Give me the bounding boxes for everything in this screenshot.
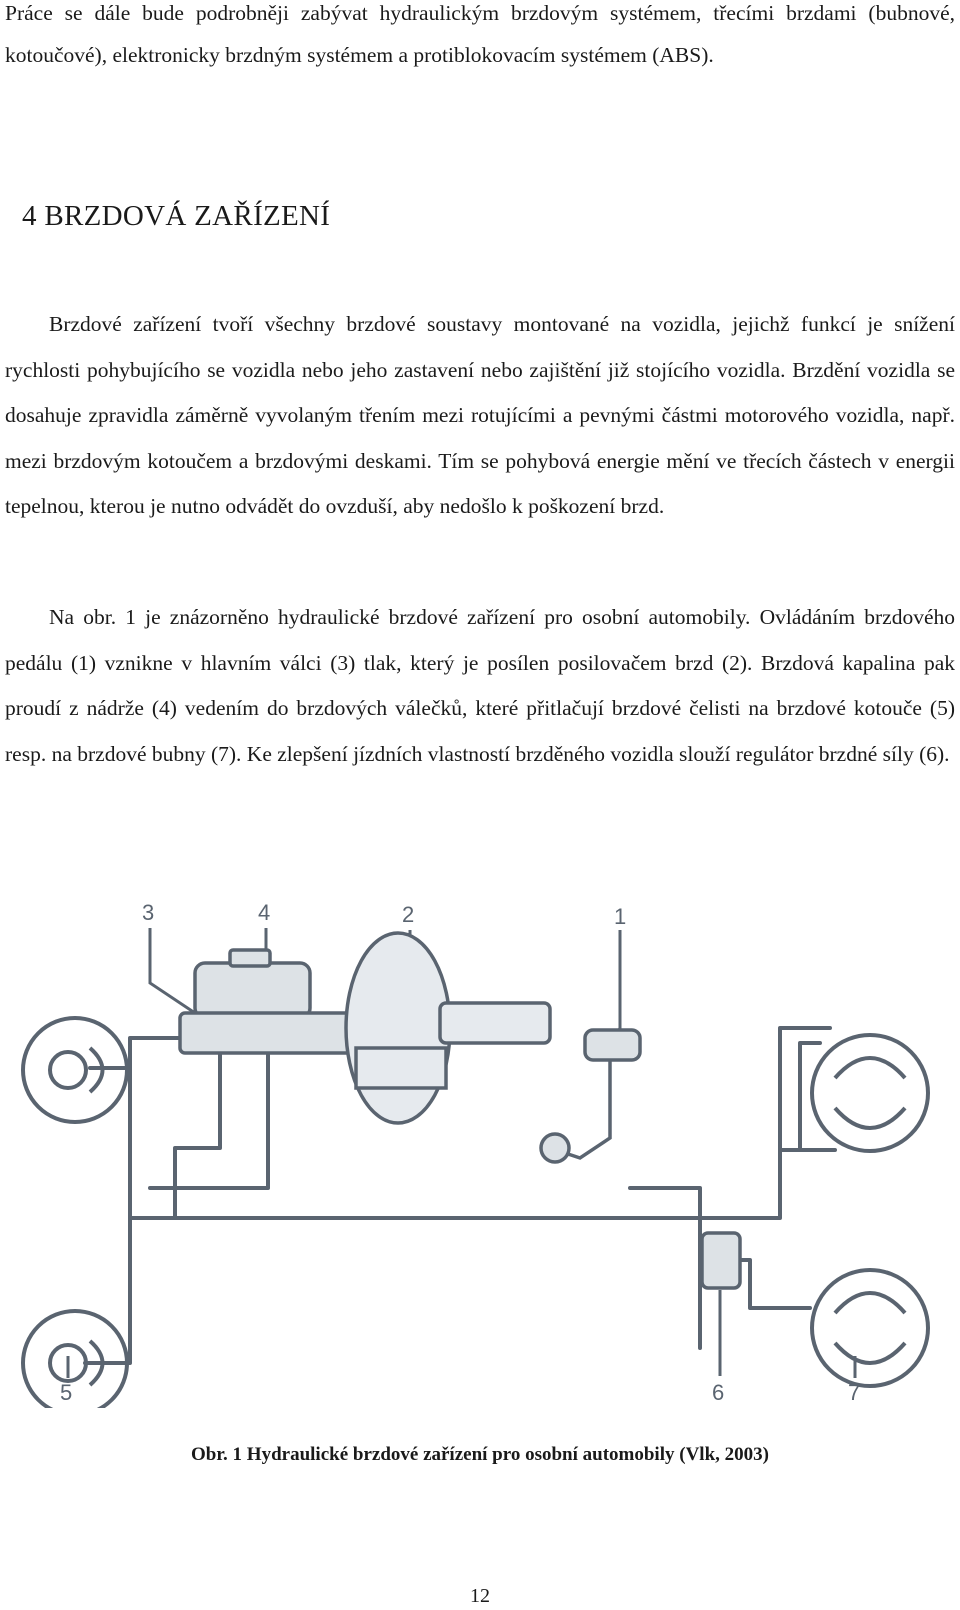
figure-label-7: 7 [848, 1380, 861, 1405]
disc-brake-rear-left [23, 1311, 127, 1408]
booster-mount [356, 1048, 446, 1088]
brake-fluid-reservoir [195, 963, 310, 1018]
drum-brake-lower [812, 1270, 928, 1386]
brake-line-to-regulator [630, 1188, 700, 1348]
brake-line-rear-upper [800, 1043, 820, 1150]
page-number: 12 [470, 1585, 490, 1607]
figure-label-6: 6 [712, 1380, 725, 1405]
disc-brake-front-left-hub [50, 1052, 86, 1088]
body-paragraph-1 [5, 302, 955, 530]
figure-caption: Obr. 1 Hydraulické brzdové zařízení pro osobní automobily (Vlk, 2003) [191, 1444, 769, 1465]
pedal-pivot [541, 1134, 569, 1162]
drum-brake-upper [812, 1035, 928, 1151]
master-cylinder [180, 1013, 360, 1053]
brake-line-main-bottom [130, 1150, 835, 1218]
brake-line-top-right [780, 1028, 830, 1150]
brake-force-regulator [702, 1233, 740, 1288]
figure-label-5: 5 [60, 1380, 73, 1405]
brake-pedal-pad [585, 1030, 640, 1060]
drum-brake-lower-shoes [835, 1293, 905, 1363]
brake-system-diagram [20, 888, 940, 1408]
intro-paragraph: Práce se dále bude podrobněji zabývat hydraulickým brzdovým systémem, třecími brzdami (bubnové, kotoučové), elektronicky brzdným systémem a protiblokovacím systémem (ABS). [5, 1, 955, 67]
booster-rod [440, 1003, 550, 1043]
paragraph-text: Brzdové zařízení tvoří všechny brzdové soustavy montované na vozidla, jejichž funkcí je snížení rychlosti pohybujícího se vozidla nebo jeho zastavení nebo zajištění již stojícího vozidla. Brzdění vozidla se dosahuje zpravidla záměrně vyvolaným třením mezi rotujícími a pevnými částmi motorového vozidla, např. mezi brzdovým kotoučem a brzdovými deskami. Tím se pohybová energie mění ve třecích částech v energii tepelnou, kterou je nutno odvádět do ovzduší, aby nedošlo k poškození brzd. [5, 312, 955, 518]
reservoir-cap [230, 950, 270, 966]
brake-booster [346, 933, 450, 1123]
figure-label-2: 2 [402, 902, 415, 927]
brake-line-master-down-2 [150, 1038, 268, 1188]
figure-label-3: 3 [142, 900, 155, 925]
section-heading: 4 BRZDOVÁ ZAŘÍZENÍ [22, 200, 331, 232]
figure-label-4: 4 [258, 900, 271, 925]
figure-label-1: 1 [614, 904, 627, 929]
drum-brake-upper-shoes [835, 1058, 905, 1128]
body-paragraph-2 [5, 595, 955, 777]
brake-line-master-down-1 [175, 1038, 220, 1218]
paragraph-text: Na obr. 1 je znázorněno hydraulické brzdové zařízení pro osobní automobily. Ovládáním brzdového pedálu (1) vznikne v hlavním válci (3) tlak, který je posílen posilovačem brzd (2). Brzdová kapalina pak proudí z nádrže (4) vedením do brzdových válečků, které přitlačují brzdové čelisti na brzdové kotouče (5) resp. na brzdové bubny (7). Ke zlepšení jízdních vlastností brzděného vozidla slouží regulátor brzdné síly (6). [5, 605, 955, 766]
